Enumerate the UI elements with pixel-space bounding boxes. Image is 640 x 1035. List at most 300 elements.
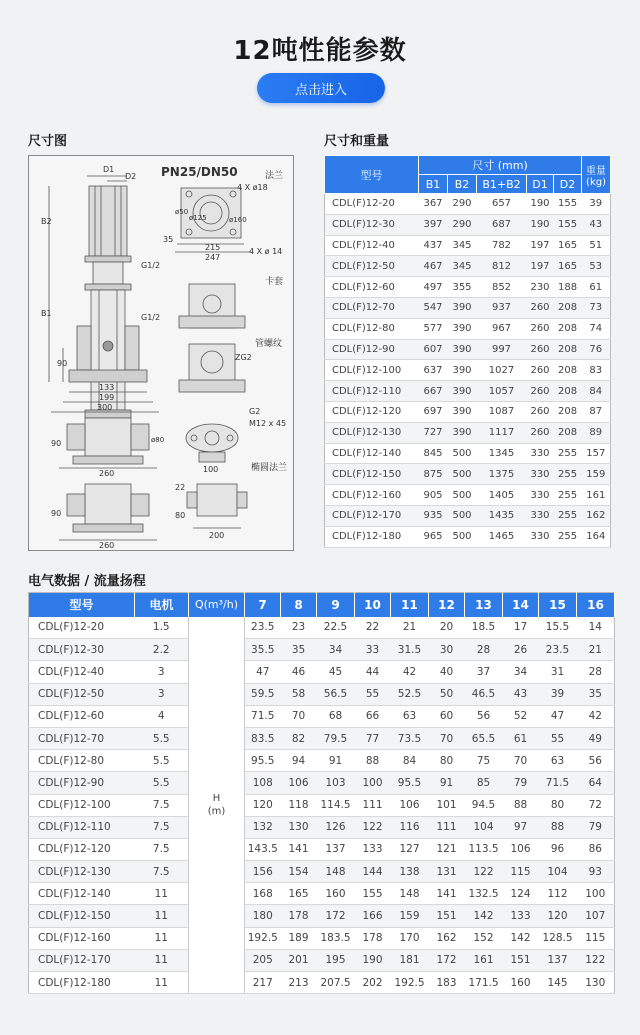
dims-cell-value: 390 — [448, 422, 477, 443]
dims-table-row — [325, 360, 611, 381]
dims-cell-value: 188 — [554, 277, 582, 298]
elec-cell-head: 14 — [577, 617, 615, 639]
elec-cell-model: CDL(F)12-70 — [29, 727, 135, 749]
label-b2: B2 — [41, 217, 52, 226]
label-d100: 100 — [203, 465, 219, 474]
drawing-svg — [29, 156, 295, 552]
dims-cell-value: 390 — [448, 401, 477, 422]
elec-cell-head: 82 — [281, 727, 317, 749]
elec-cell-head: 178 — [355, 927, 391, 949]
side-view-1 — [85, 418, 131, 456]
dims-cell-value: 89 — [582, 422, 611, 443]
elec-cell-head: 178 — [281, 905, 317, 927]
elec-cell-motor: 11 — [135, 949, 189, 971]
head-unit-cell — [189, 617, 245, 994]
dims-cell-value: 330 — [527, 526, 554, 547]
elec-cell-head: 94.5 — [465, 794, 503, 816]
label-d200: 200 — [209, 531, 225, 540]
elec-cell-head: 86 — [577, 838, 615, 860]
elec-table-row — [29, 972, 615, 994]
elec-cell-head: 100 — [577, 883, 615, 905]
elec-table — [28, 592, 615, 994]
elec-cell-head: 77 — [355, 727, 391, 749]
elec-cell-head: 23.5 — [539, 639, 577, 661]
label-d80b: 80 — [175, 511, 186, 520]
dims-cell-value: 260 — [527, 401, 554, 422]
dims-cell-value: 330 — [527, 464, 554, 485]
elec-cell-head: 70 — [281, 705, 317, 727]
dims-cell-value: 500 — [448, 485, 477, 506]
elec-cell-head: 79 — [577, 816, 615, 838]
elec-cell-head: 107 — [577, 905, 615, 927]
dims-table-row — [325, 381, 611, 402]
elec-cell-head: 79 — [503, 772, 539, 794]
elec-cell-head: 15.5 — [539, 617, 577, 639]
elec-cell-motor: 7.5 — [135, 816, 189, 838]
elec-cell-head: 166 — [355, 905, 391, 927]
dims-cell-value: 260 — [527, 381, 554, 402]
elec-table-row — [29, 727, 615, 749]
dims-cell-model: CDL(F)12-130 — [325, 422, 419, 443]
dims-cell-value: 208 — [554, 422, 582, 443]
elec-cell-head: 128.5 — [539, 927, 577, 949]
elec-cell-head: 142 — [465, 905, 503, 927]
elec-cell-head: 72 — [577, 794, 615, 816]
elec-cell-motor: 11 — [135, 905, 189, 927]
elec-cell-motor: 3 — [135, 683, 189, 705]
elec-cell-head: 132 — [245, 816, 281, 838]
elec-cell-head: 44 — [355, 661, 391, 683]
elec-cell-model: CDL(F)12-150 — [29, 905, 135, 927]
elec-cell-motor: 1.5 — [135, 617, 189, 639]
elec-cell-head: 21 — [577, 639, 615, 661]
dims-cell-value: 345 — [448, 256, 477, 277]
elec-cell-head: 55 — [539, 727, 577, 749]
dims-cell-value: 84 — [582, 381, 611, 402]
elec-table-row — [29, 927, 615, 949]
dims-cell-value: 727 — [419, 422, 448, 443]
elec-cell-head: 97 — [503, 816, 539, 838]
elec-cell-head: 26 — [503, 639, 539, 661]
elec-header-flow: 11 — [391, 593, 429, 617]
dims-cell-value: 74 — [582, 318, 611, 339]
elec-cell-model: CDL(F)12-30 — [29, 639, 135, 661]
label-flange: 法兰 — [265, 171, 284, 181]
elec-header-flow: 14 — [503, 593, 539, 617]
elec-cell-head: 108 — [245, 772, 281, 794]
elec-table-row — [29, 639, 615, 661]
elec-cell-head: 137 — [317, 838, 355, 860]
elec-header-flow: 16 — [577, 593, 615, 617]
dims-table-row — [325, 297, 611, 318]
dims-cell-value: 76 — [582, 339, 611, 360]
dims-cell-model: CDL(F)12-70 — [325, 297, 419, 318]
dims-cell-value: 330 — [527, 443, 554, 464]
dims-cell-value: 161 — [582, 485, 611, 506]
dims-cell-model: CDL(F)12-160 — [325, 485, 419, 506]
elec-cell-head: 106 — [503, 838, 539, 860]
label-holes14: 4 X ø 14 — [249, 247, 283, 256]
dims-header-model: 型号 — [325, 156, 419, 194]
elec-cell-head: 131 — [429, 861, 465, 883]
dims-cell-value: 697 — [419, 401, 448, 422]
dimension-drawing — [28, 155, 294, 551]
dims-cell-value: 812 — [477, 256, 527, 277]
elec-cell-head: 148 — [317, 861, 355, 883]
side-view-2 — [85, 484, 131, 524]
elec-cell-head: 56 — [577, 750, 615, 772]
dims-cell-value: 397 — [419, 214, 448, 235]
elec-cell-head: 49 — [577, 727, 615, 749]
dims-cell-value: 43 — [582, 214, 611, 235]
elec-cell-head: 28 — [577, 661, 615, 683]
label-oval: 椭圆法兰 — [251, 463, 288, 473]
elec-table-body — [29, 617, 615, 994]
elec-cell-head: 103 — [317, 772, 355, 794]
elec-cell-head: 115 — [503, 861, 539, 883]
label-m12: M12 x 45 — [249, 419, 287, 428]
elec-cell-motor: 5.5 — [135, 772, 189, 794]
dims-table-body — [325, 194, 611, 548]
elec-cell-head: 192.5 — [391, 972, 429, 994]
elec-cell-head: 148 — [391, 883, 429, 905]
elec-cell-head: 22 — [355, 617, 391, 639]
dims-cell-value: 577 — [419, 318, 448, 339]
dims-table-row — [325, 422, 611, 443]
label-d35: 35 — [163, 235, 174, 244]
elec-cell-head: 183.5 — [317, 927, 355, 949]
dims-cell-value: 500 — [448, 464, 477, 485]
dims-cell-value: 845 — [419, 443, 448, 464]
elec-cell-head: 95.5 — [391, 772, 429, 794]
elec-cell-head: 61 — [503, 727, 539, 749]
label-thread: 管螺纹 — [255, 339, 283, 349]
drawing-section-title: 尺寸图 — [28, 134, 68, 149]
elec-cell-head: 52.5 — [391, 683, 429, 705]
dims-cell-value: 255 — [554, 464, 582, 485]
elec-cell-head: 160 — [317, 883, 355, 905]
elec-cell-head: 133 — [355, 838, 391, 860]
label-d300: 300 — [97, 403, 113, 412]
elec-cell-head: 88 — [355, 750, 391, 772]
dims-cell-model: CDL(F)12-50 — [325, 256, 419, 277]
elec-cell-head: 35.5 — [245, 639, 281, 661]
dims-cell-value: 607 — [419, 339, 448, 360]
dims-cell-value: 345 — [448, 235, 477, 256]
elec-cell-head: 115 — [577, 927, 615, 949]
elec-cell-head: 126 — [317, 816, 355, 838]
label-d90a: 90 — [57, 359, 68, 368]
dims-cell-value: 260 — [527, 339, 554, 360]
dims-cell-model: CDL(F)12-100 — [325, 360, 419, 381]
elec-cell-head: 30 — [429, 639, 465, 661]
head-unit: (m) — [207, 805, 226, 817]
dims-table-row — [325, 339, 611, 360]
dims-cell-value: 255 — [554, 526, 582, 547]
elec-cell-head: 195 — [317, 949, 355, 971]
dims-cell-value: 53 — [582, 256, 611, 277]
elec-cell-head: 172 — [317, 905, 355, 927]
elec-cell-motor: 5.5 — [135, 750, 189, 772]
dims-cell-value: 260 — [527, 422, 554, 443]
elec-table-row — [29, 794, 615, 816]
elec-cell-motor: 5.5 — [135, 727, 189, 749]
label-d215: 215 — [205, 243, 221, 252]
dims-cell-value: 260 — [527, 360, 554, 381]
dims-table-row — [325, 464, 611, 485]
elec-cell-model: CDL(F)12-120 — [29, 838, 135, 860]
dims-cell-value: 1117 — [477, 422, 527, 443]
elec-cell-model: CDL(F)12-60 — [29, 705, 135, 727]
dims-cell-value: 1435 — [477, 505, 527, 526]
dims-cell-value: 500 — [448, 526, 477, 547]
dims-cell-value: 637 — [419, 360, 448, 381]
dims-cell-value: 255 — [554, 443, 582, 464]
elec-cell-head: 34 — [317, 639, 355, 661]
elec-cell-head: 68 — [317, 705, 355, 727]
dims-cell-model: CDL(F)12-40 — [325, 235, 419, 256]
dims-cell-value: 390 — [448, 360, 477, 381]
dims-cell-value: 497 — [419, 277, 448, 298]
elec-cell-motor: 11 — [135, 972, 189, 994]
dims-cell-value: 687 — [477, 214, 527, 235]
label-zg2: ZG2 — [235, 353, 252, 362]
elec-cell-head: 122 — [465, 861, 503, 883]
elec-cell-head: 84 — [391, 750, 429, 772]
enter-button[interactable]: 点击进入 — [257, 73, 385, 103]
elec-cell-head: 33 — [355, 639, 391, 661]
elec-cell-motor: 7.5 — [135, 794, 189, 816]
dims-cell-value: 367 — [419, 194, 448, 215]
dims-table-row — [325, 443, 611, 464]
elec-cell-head: 79.5 — [317, 727, 355, 749]
dims-cell-model: CDL(F)12-80 — [325, 318, 419, 339]
elec-table-row — [29, 705, 615, 727]
elec-cell-model: CDL(F)12-100 — [29, 794, 135, 816]
elec-cell-motor: 7.5 — [135, 838, 189, 860]
elec-cell-head: 192.5 — [245, 927, 281, 949]
dims-cell-value: 260 — [527, 318, 554, 339]
elec-cell-head: 40 — [429, 661, 465, 683]
dims-cell-value: 197 — [527, 235, 554, 256]
elec-cell-head: 75 — [465, 750, 503, 772]
label-d22: 22 — [175, 483, 186, 492]
elec-header-flow: 10 — [355, 593, 391, 617]
elec-cell-head: 18.5 — [465, 617, 503, 639]
dims-cell-value: 875 — [419, 464, 448, 485]
elec-header-flow: 13 — [465, 593, 503, 617]
elec-cell-head: 56.5 — [317, 683, 355, 705]
elec-cell-motor: 4 — [135, 705, 189, 727]
elec-table-row — [29, 617, 615, 639]
dims-cell-value: 190 — [527, 194, 554, 215]
dims-cell-value: 155 — [554, 194, 582, 215]
elec-cell-head: 138 — [391, 861, 429, 883]
elec-cell-head: 45 — [317, 661, 355, 683]
elec-cell-head: 202 — [355, 972, 391, 994]
dims-cell-value: 937 — [477, 297, 527, 318]
dims-table-row — [325, 401, 611, 422]
dims-cell-value: 197 — [527, 256, 554, 277]
elec-cell-head: 88 — [539, 816, 577, 838]
elec-cell-head: 116 — [391, 816, 429, 838]
dims-cell-model: CDL(F)12-170 — [325, 505, 419, 526]
dims-cell-value: 51 — [582, 235, 611, 256]
elec-header-flow: 8 — [281, 593, 317, 617]
label-d260b: 260 — [99, 541, 115, 550]
elec-header-model: 型号 — [29, 593, 135, 617]
elec-cell-head: 47 — [539, 705, 577, 727]
elec-cell-head: 122 — [577, 949, 615, 971]
elec-cell-head: 43 — [503, 683, 539, 705]
dims-cell-value: 290 — [448, 194, 477, 215]
dims-header-b1: B1 — [419, 175, 448, 194]
elec-cell-head: 20 — [429, 617, 465, 639]
label-d1: D1 — [103, 165, 115, 174]
label-d260a: 260 — [99, 469, 115, 478]
elec-cell-head: 168 — [245, 883, 281, 905]
dims-cell-value: 330 — [527, 505, 554, 526]
elec-cell-head: 180 — [245, 905, 281, 927]
elec-cell-model: CDL(F)12-80 — [29, 750, 135, 772]
label-sleeve: 卡套 — [265, 277, 284, 287]
dims-cell-value: 437 — [419, 235, 448, 256]
elec-cell-head: 21 — [391, 617, 429, 639]
elec-cell-head: 39 — [539, 683, 577, 705]
dims-cell-value: 330 — [527, 485, 554, 506]
elec-cell-head: 104 — [539, 861, 577, 883]
elec-cell-head: 42 — [391, 661, 429, 683]
elec-cell-head: 46.5 — [465, 683, 503, 705]
elec-cell-motor: 11 — [135, 883, 189, 905]
elec-table-row — [29, 816, 615, 838]
elec-cell-head: 132.5 — [465, 883, 503, 905]
label-d2: D2 — [125, 172, 137, 181]
dims-header-weight: 重量(kg) — [582, 156, 611, 194]
dims-table-row — [325, 318, 611, 339]
elec-cell-head: 120 — [245, 794, 281, 816]
dims-cell-model: CDL(F)12-30 — [325, 214, 419, 235]
label-d125: ø125 — [189, 214, 207, 222]
elec-cell-model: CDL(F)12-140 — [29, 883, 135, 905]
elec-cell-head: 80 — [539, 794, 577, 816]
flange-top-view — [181, 188, 241, 238]
dims-cell-value: 162 — [582, 505, 611, 526]
elec-cell-head: 151 — [429, 905, 465, 927]
dims-cell-value: 547 — [419, 297, 448, 318]
dims-cell-value: 208 — [554, 360, 582, 381]
dims-cell-value: 967 — [477, 318, 527, 339]
elec-cell-head: 95.5 — [245, 750, 281, 772]
dims-cell-value: 159 — [582, 464, 611, 485]
dims-header-size: 尺寸 (mm) — [419, 156, 582, 175]
elec-table-row — [29, 949, 615, 971]
label-b1: B1 — [41, 309, 52, 318]
dims-cell-value: 208 — [554, 339, 582, 360]
page-title: 12吨性能参数 — [233, 36, 407, 66]
dims-table-row — [325, 256, 611, 277]
elec-cell-head: 28 — [465, 639, 503, 661]
dims-cell-value: 997 — [477, 339, 527, 360]
elec-header-motor: 电机 — [135, 593, 189, 617]
elec-cell-head: 58 — [281, 683, 317, 705]
elec-cell-head: 56 — [465, 705, 503, 727]
elec-cell-head: 104 — [465, 816, 503, 838]
dims-cell-value: 190 — [527, 214, 554, 235]
elec-header-flow: 9 — [317, 593, 355, 617]
elec-cell-head: 47 — [245, 661, 281, 683]
elec-cell-head: 88 — [503, 794, 539, 816]
dims-cell-value: 260 — [527, 297, 554, 318]
oval-flange-view — [186, 424, 238, 452]
elec-header-flow: 12 — [429, 593, 465, 617]
elec-cell-head: 152 — [465, 927, 503, 949]
dims-header-d2: D2 — [554, 175, 582, 194]
dims-cell-value: 390 — [448, 297, 477, 318]
dims-cell-value: 500 — [448, 443, 477, 464]
dims-cell-value: 852 — [477, 277, 527, 298]
elec-cell-head: 85 — [465, 772, 503, 794]
elec-cell-head: 23 — [281, 617, 317, 639]
label-g12a: G1/2 — [141, 261, 161, 270]
elec-section-title: 电气数据 / 流量扬程 — [28, 574, 146, 589]
label-d133: 133 — [99, 383, 115, 392]
elec-cell-head: 133 — [503, 905, 539, 927]
elec-cell-model: CDL(F)12-180 — [29, 972, 135, 994]
elec-cell-head: 143.5 — [245, 838, 281, 860]
elec-cell-head: 91 — [317, 750, 355, 772]
elec-cell-model: CDL(F)12-90 — [29, 772, 135, 794]
elec-cell-head: 213 — [281, 972, 317, 994]
dims-cell-value: 230 — [527, 277, 554, 298]
dims-cell-value: 83 — [582, 360, 611, 381]
elec-table-row — [29, 750, 615, 772]
label-d247: 247 — [205, 253, 221, 262]
elec-cell-head: 190 — [355, 949, 391, 971]
elec-cell-head: 65.5 — [465, 727, 503, 749]
dims-cell-value: 657 — [477, 194, 527, 215]
elec-cell-head: 127 — [391, 838, 429, 860]
dims-cell-value: 782 — [477, 235, 527, 256]
dims-cell-value: 935 — [419, 505, 448, 526]
dims-cell-value: 73 — [582, 297, 611, 318]
dims-cell-value: 355 — [448, 277, 477, 298]
label-d199: 199 — [99, 393, 115, 402]
elec-cell-head: 93 — [577, 861, 615, 883]
dims-cell-value: 165 — [554, 256, 582, 277]
label-d90c: 90 — [51, 509, 62, 518]
label-d160: ø160 — [229, 216, 247, 224]
elec-cell-head: 124 — [503, 883, 539, 905]
elec-cell-head: 142 — [503, 927, 539, 949]
dims-cell-value: 87 — [582, 401, 611, 422]
elec-cell-head: 137 — [539, 949, 577, 971]
dims-cell-value: 905 — [419, 485, 448, 506]
dims-cell-value: 255 — [554, 485, 582, 506]
elec-cell-head: 46 — [281, 661, 317, 683]
elec-cell-head: 159 — [391, 905, 429, 927]
elec-cell-head: 160 — [503, 972, 539, 994]
elec-cell-head: 113.5 — [465, 838, 503, 860]
elec-cell-head: 112 — [539, 883, 577, 905]
dims-section-title: 尺寸和重量 — [324, 134, 390, 149]
dims-cell-value: 1405 — [477, 485, 527, 506]
elec-cell-head: 189 — [281, 927, 317, 949]
dims-cell-value: 1345 — [477, 443, 527, 464]
dims-cell-value: 155 — [554, 214, 582, 235]
elec-cell-motor: 7.5 — [135, 861, 189, 883]
elec-cell-head: 120 — [539, 905, 577, 927]
